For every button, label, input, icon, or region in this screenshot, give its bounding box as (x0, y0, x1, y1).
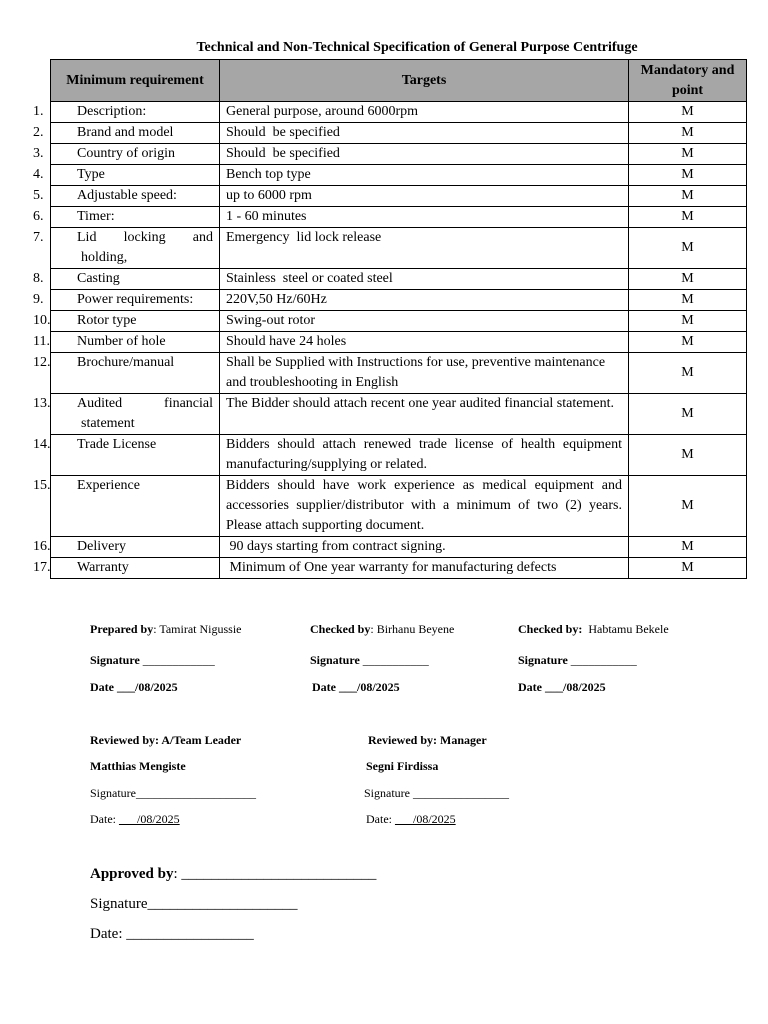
reviewer-1-date: Date: ___/08/2025 (90, 812, 180, 826)
requirement-label: Brand and model (77, 125, 174, 140)
mandatory-cell: M (629, 435, 747, 476)
item-number: 6. (33, 209, 44, 224)
requirement-text (33, 332, 213, 352)
mandatory-cell: M (629, 476, 747, 537)
requirement-label: Brochure/manual (77, 355, 175, 370)
requirement-label: Audited financial statement (77, 396, 213, 431)
requirement-text (33, 435, 213, 455)
reviewer-2-name: Segni Firdissa (366, 759, 439, 773)
requirement-cell (33, 394, 220, 435)
requirement-label: Experience (77, 478, 140, 493)
table-row (51, 290, 747, 311)
requirement-label: Adjustable speed: (77, 188, 177, 203)
requirement-cell (33, 269, 220, 290)
reviewed-by-1: Reviewed by: A/Team Leader (90, 733, 242, 747)
requirement-text (33, 394, 213, 434)
mandatory-cell: M (629, 353, 747, 394)
requirement-text (33, 476, 213, 496)
requirement-cell (33, 476, 220, 537)
target-cell: Should be specified (220, 123, 629, 144)
mandatory-cell: M (629, 537, 747, 558)
item-number: 13. (33, 396, 51, 411)
table-row (51, 269, 747, 290)
requirement-label: Trade License (77, 437, 157, 452)
item-number: 15. (33, 478, 51, 493)
target-cell: Bench top type (220, 165, 629, 186)
target-cell: up to 6000 rpm (220, 186, 629, 207)
specification-table (33, 59, 747, 579)
header-minimum-requirement: Minimum requirement (51, 60, 220, 102)
reviewer-2-date: Date: ___/08/2025 (366, 812, 456, 826)
requirement-text (33, 102, 213, 122)
requirement-label: Timer: (77, 209, 115, 224)
requirement-cell (33, 290, 220, 311)
target-cell: 220V,50 Hz/60Hz (220, 290, 629, 311)
requirement-text (33, 269, 213, 289)
requirement-text (33, 123, 213, 143)
header-mandatory: Mandatory and point (629, 60, 747, 102)
mandatory-cell: M (629, 123, 747, 144)
requirement-label: Warranty (77, 560, 129, 575)
requirement-cell (33, 186, 220, 207)
table-row (51, 476, 747, 537)
requirement-label: Country of origin (77, 146, 175, 161)
checked-2-signature: Signature ___________ (518, 653, 637, 667)
target-cell: 90 days starting from contract signing. (220, 537, 629, 558)
requirement-label: Type (77, 167, 105, 182)
requirement-text (33, 290, 213, 310)
requirement-label: Number of hole (77, 334, 166, 349)
reviewer-1-signature: Signature____________________ (90, 786, 256, 800)
requirement-cell (33, 207, 220, 228)
approved-by: Approved by: __________________________ (90, 866, 377, 882)
mandatory-cell: M (629, 144, 747, 165)
table-row (51, 102, 747, 123)
requirement-cell (33, 332, 220, 353)
target-cell: Minimum of One year warranty for manufacturing defects (220, 558, 629, 579)
mandatory-cell: M (629, 102, 747, 123)
item-number: 2. (33, 125, 44, 140)
requirement-label: Casting (77, 271, 120, 286)
reviewed-by-2: Reviewed by: Manager (368, 733, 487, 747)
requirement-label: Lid locking and holding, (77, 230, 213, 265)
requirement-cell (33, 144, 220, 165)
mandatory-cell: M (629, 394, 747, 435)
checked-by-1: Checked by: Birhanu Beyene (310, 622, 455, 636)
item-number: 17. (33, 560, 51, 575)
checked-by-2: Checked by: Habtamu Bekele (518, 622, 669, 636)
checked-1-date: Date ___/08/2025 (312, 680, 400, 694)
target-cell: Stainless steel or coated steel (220, 269, 629, 290)
item-number: 7. (33, 230, 44, 245)
requirement-label: Description: (77, 104, 147, 119)
checked-1-signature: Signature ___________ (310, 653, 429, 667)
item-number: 4. (33, 167, 44, 182)
requirement-text (33, 186, 213, 206)
item-number: 14. (33, 437, 51, 452)
table-row (51, 311, 747, 332)
requirement-text (33, 228, 213, 268)
mandatory-cell: M (629, 558, 747, 579)
requirement-cell (33, 102, 220, 123)
prepared-by: Prepared by: Tamirat Nigussie (90, 622, 242, 636)
requirement-text (33, 311, 213, 331)
target-cell: Bidders should have work experience as medical equipment and accessories supplier/distributor with a minimum of two (2) years. Please attach supporting document. (220, 476, 629, 537)
reviewer-1-name: Matthias Mengiste (90, 759, 186, 773)
table-row (51, 228, 747, 269)
target-cell: Swing-out rotor (220, 311, 629, 332)
requirement-text (33, 558, 213, 578)
item-number: 9. (33, 292, 44, 307)
target-cell: Shall be Supplied with Instructions for use, preventive maintenance and troubleshooting in English (220, 353, 629, 394)
requirement-text (33, 207, 213, 227)
table-row (51, 207, 747, 228)
mandatory-cell: M (629, 186, 747, 207)
table-row (51, 165, 747, 186)
table-row (51, 186, 747, 207)
approved-signature: Signature____________________ (90, 896, 298, 912)
header-targets: Targets (220, 60, 629, 102)
item-number: 11. (33, 334, 50, 349)
item-number: 5. (33, 188, 44, 203)
checked-2-date: Date ___/08/2025 (518, 680, 606, 694)
requirement-label: Rotor type (77, 313, 137, 328)
item-number: 8. (33, 271, 44, 286)
table-row (51, 123, 747, 144)
requirement-label: Power requirements: (77, 292, 194, 307)
requirement-text (33, 144, 213, 164)
target-cell: Bidders should attach renewed trade license of health equipment manufacturing/supplying or related. (220, 435, 629, 476)
requirement-cell (33, 311, 220, 332)
table-row (51, 537, 747, 558)
requirement-label: Delivery (77, 539, 126, 554)
item-number: 12. (33, 355, 51, 370)
requirement-cell (33, 123, 220, 144)
requirement-cell (33, 558, 220, 579)
mandatory-cell: M (629, 311, 747, 332)
prepared-signature: Signature ____________ (90, 653, 215, 667)
mandatory-cell: M (629, 332, 747, 353)
requirement-text (33, 353, 213, 373)
document-title: Technical and Non-Technical Specification of General Purpose Centrifuge (196, 40, 638, 55)
target-cell: General purpose, around 6000rpm (220, 102, 629, 123)
requirement-text (33, 165, 213, 185)
requirement-cell (33, 353, 220, 394)
mandatory-cell: M (629, 228, 747, 269)
mandatory-cell: M (629, 290, 747, 311)
requirement-cell (33, 228, 220, 269)
item-number: 3. (33, 146, 44, 161)
target-cell: 1 - 60 minutes (220, 207, 629, 228)
mandatory-cell: M (629, 165, 747, 186)
table-row (51, 558, 747, 579)
mandatory-cell: M (629, 269, 747, 290)
table-row (51, 353, 747, 394)
requirement-cell (33, 165, 220, 186)
target-cell: The Bidder should attach recent one year audited financial statement. (220, 394, 629, 435)
target-cell: Emergency lid lock release (220, 228, 629, 269)
reviewer-2-signature: Signature ________________ (364, 786, 509, 800)
prepared-date: Date ___/08/2025 (90, 680, 178, 694)
table-row (51, 394, 747, 435)
requirement-text (33, 537, 213, 557)
target-cell: Should have 24 holes (220, 332, 629, 353)
item-number: 16. (33, 539, 51, 554)
target-cell: Should be specified (220, 144, 629, 165)
table-body (33, 102, 747, 579)
table-row (51, 332, 747, 353)
approved-date: Date: _________________ (90, 926, 254, 942)
table-row (51, 435, 747, 476)
requirement-cell (33, 435, 220, 476)
table-row (51, 144, 747, 165)
item-number: 1. (33, 104, 44, 119)
requirement-cell (33, 537, 220, 558)
item-number: 10. (33, 313, 51, 328)
mandatory-cell: M (629, 207, 747, 228)
